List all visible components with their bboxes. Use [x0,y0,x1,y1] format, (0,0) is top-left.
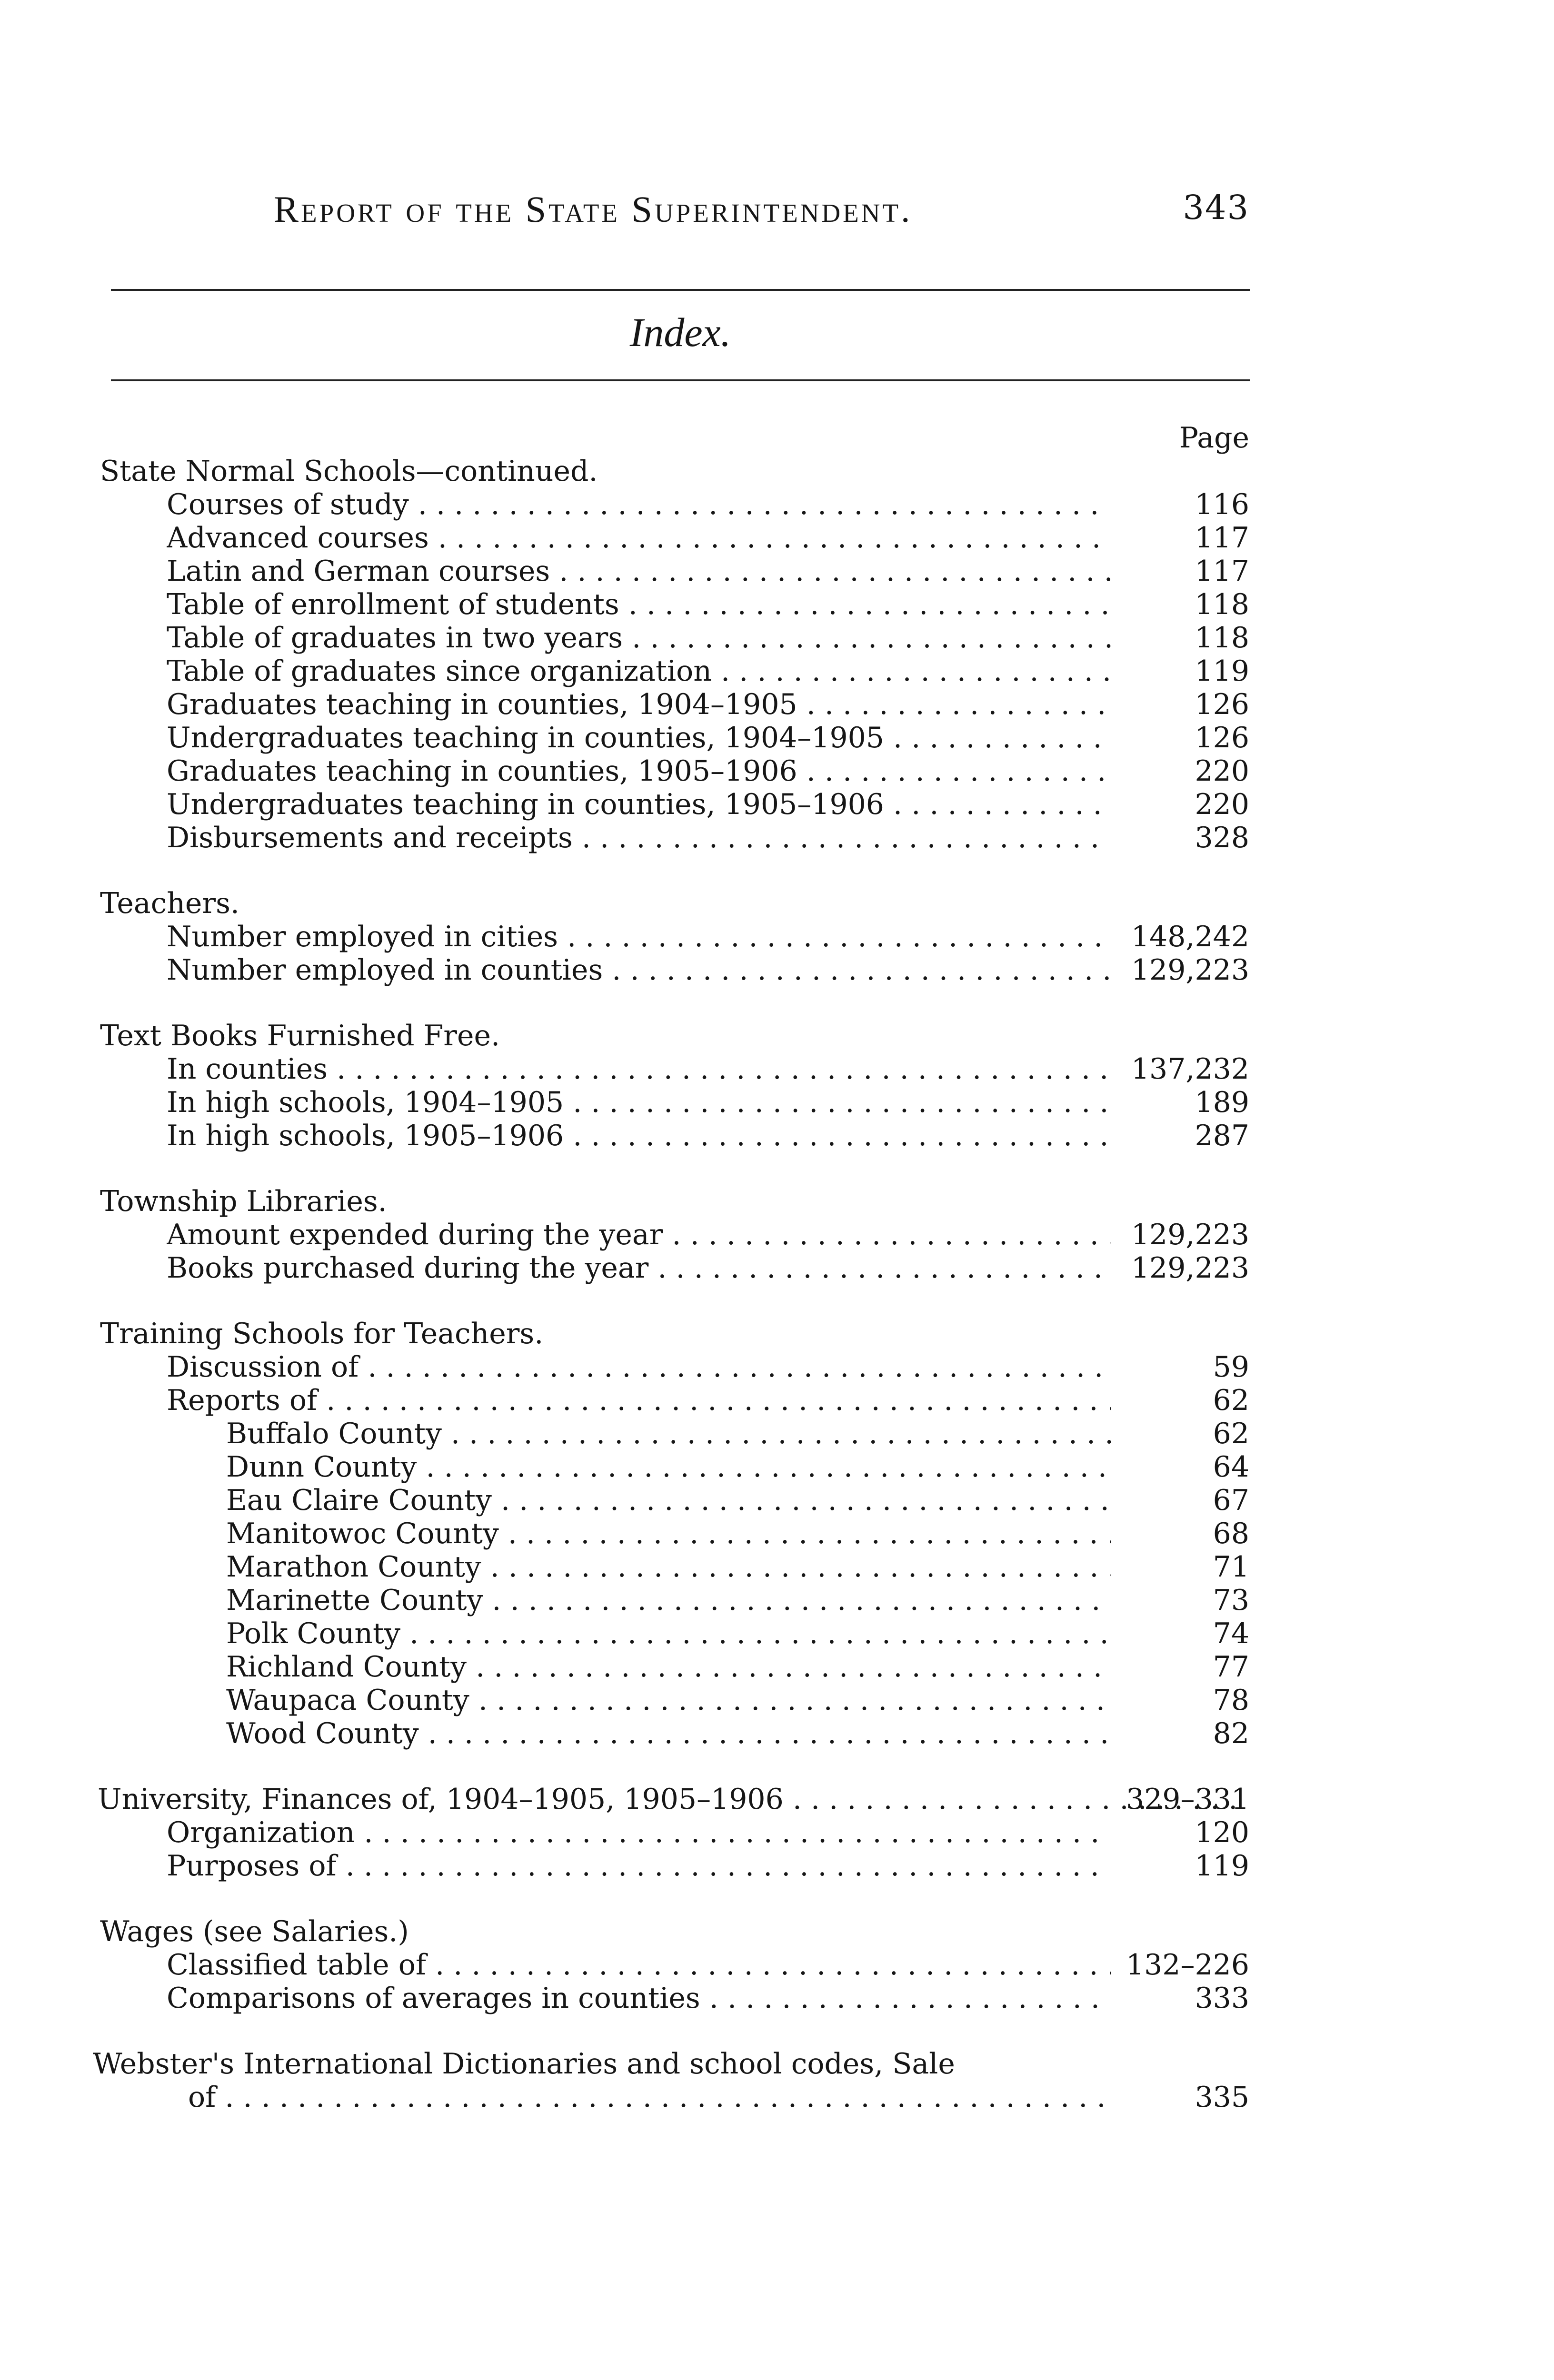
index-subentry: Eau Claire County . . . 67 [0,1484,1554,1517]
index-entry: Disbursements and receipts . . . 328 [0,821,1554,854]
index-entry: Number employed in cities . . . 148,242 [0,920,1554,953]
index-subentry: Marathon County . . . 71 [0,1550,1554,1584]
index-group-state-normal-schools [0,455,1554,854]
bottom-rule [111,379,1250,381]
group-heading: State Normal Schools—continued. [100,455,598,488]
group-heading: Teachers. [100,887,239,920]
index-group-township-libraries [0,1185,1554,1285]
index-entry: Organization . . . 120 [0,1816,1554,1849]
index-entry: In high schools, 1904–1905 . . . 189 [0,1086,1554,1119]
index-entry: Graduates teaching in counties, 1904–1905 . . . 126 [0,688,1554,721]
index-group-university [0,1783,1554,1883]
index-entry: Table of graduates in two years . . . 118 [0,621,1554,654]
group-heading: Township Libraries. [100,1185,387,1218]
page-column-label: Page [1179,421,1249,455]
index-subentry: Dunn County . . . 64 [0,1450,1554,1484]
index-subentry: Marinette County . . . 73 [0,1584,1554,1617]
index-group-training-schools [0,1317,1554,1750]
page-number: 343 [1183,188,1249,227]
index-entry: Books purchased during the year . . . 129,223 [0,1251,1554,1285]
group-heading: University, Finances of, 1904–1905, 1905–1906 . . . 329–331 [0,1783,1554,1816]
group-heading: Text Books Furnished Free. [100,1019,500,1052]
index-entry: In high schools, 1905–1906 . . . 287 [0,1119,1554,1152]
index-group-teachers [0,887,1554,987]
group-heading: Webster's International Dictionaries and school codes, Sale [93,2047,955,2081]
index-group-text-books [0,1019,1554,1152]
index-entry: Table of graduates since organization . . . 119 [0,654,1554,688]
group-heading: Training Schools for Teachers. [100,1317,544,1350]
index-group-wages [0,1915,1554,2015]
running-title: Report of the State Superintendent. [274,188,913,230]
index-subentry: Waupaca County . . . 78 [0,1684,1554,1717]
index-entry: Latin and German courses . . . 117 [0,555,1554,588]
index-entries [0,455,1554,2146]
index-entry: Graduates teaching in counties, 1905–1906 . . . 220 [0,754,1554,788]
index-entry: Purposes of . . . 119 [0,1849,1554,1883]
top-rule [111,289,1250,291]
index-entry: Amount expended during the year . . . 129,223 [0,1218,1554,1251]
index-entry: Courses of study . . . 116 [0,488,1554,521]
index-entry: Undergraduates teaching in counties, 1904–1905 . . . 126 [0,721,1554,754]
index-entry: Reports of . . . 62 [0,1384,1554,1417]
index-entry: Discussion of . . . 59 [0,1350,1554,1384]
section-title: Index. [629,309,731,355]
index-entry: of . . . 335 [0,2081,1554,2114]
index-subentry: Buffalo County . . . 62 [0,1417,1554,1450]
index-entry: Advanced courses . . . 117 [0,521,1554,555]
group-heading: Wages (see Salaries.) [100,1915,409,1948]
index-subentry: Polk County . . . 74 [0,1617,1554,1650]
index-entry: Number employed in counties . . . 129,223 [0,953,1554,987]
index-subentry: Manitowoc County . . . 68 [0,1517,1554,1550]
index-subentry: Richland County . . . 77 [0,1650,1554,1684]
index-entry: Undergraduates teaching in counties, 1905–1906 . . . 220 [0,788,1554,821]
index-subentry: Wood County . . . 82 [0,1717,1554,1750]
index-entry: Table of enrollment of students . . . 118 [0,588,1554,621]
index-entry: Comparisons of averages in counties . . . 333 [0,1982,1554,2015]
index-group-websters [0,2047,1554,2114]
index-entry: In counties . . . 137,232 [0,1052,1554,1086]
index-entry: Classified table of . . . 132–226 [0,1948,1554,1982]
